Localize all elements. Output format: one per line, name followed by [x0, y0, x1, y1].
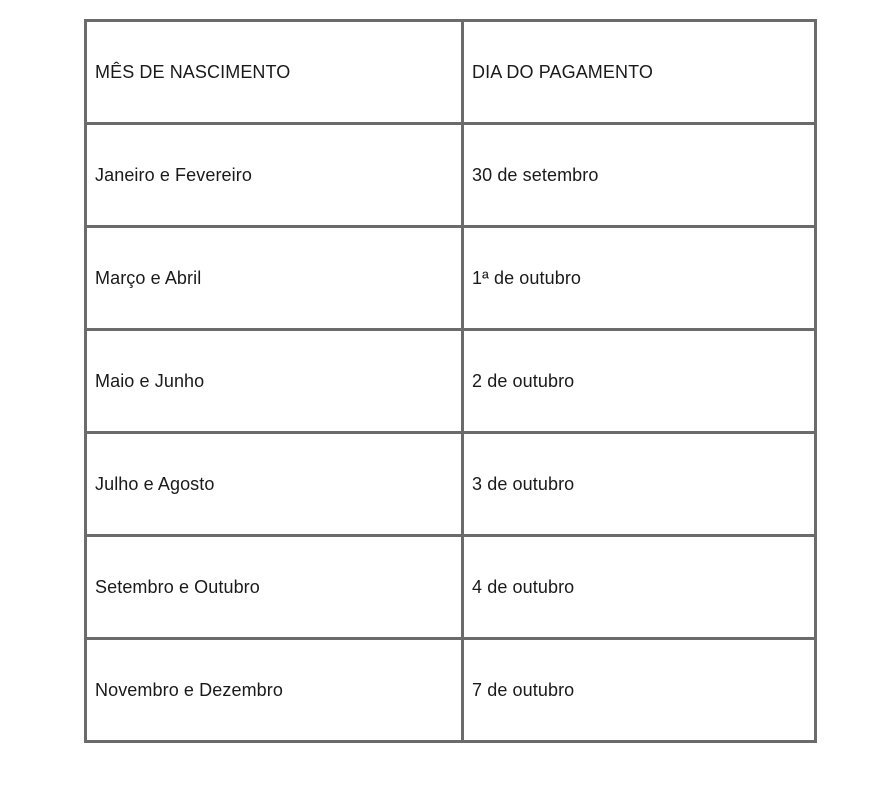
- birth-month-cell: Janeiro e Fevereiro: [86, 124, 463, 227]
- payment-day-cell: 2 de outubro: [463, 330, 816, 433]
- table-row: [86, 639, 816, 742]
- birth-month-cell: Julho e Agosto: [86, 433, 463, 536]
- table-row: [86, 124, 816, 227]
- birth-month-cell: Novembro e Dezembro: [86, 639, 463, 742]
- birth-month-cell: Março e Abril: [86, 227, 463, 330]
- table-row: [86, 227, 816, 330]
- payment-day-cell: 1ª de outubro: [463, 227, 816, 330]
- payment-day-cell: 3 de outubro: [463, 433, 816, 536]
- payment-day-cell: 4 de outubro: [463, 536, 816, 639]
- header-payment-day: DIA DO PAGAMENTO: [463, 21, 816, 124]
- table-row: [86, 536, 816, 639]
- table-header-row: [86, 21, 816, 124]
- header-birth-month: MÊS DE NASCIMENTO: [86, 21, 463, 124]
- birth-month-cell: Setembro e Outubro: [86, 536, 463, 639]
- table-row: [86, 433, 816, 536]
- birth-month-cell: Maio e Junho: [86, 330, 463, 433]
- payment-day-cell: 30 de setembro: [463, 124, 816, 227]
- payment-day-cell: 7 de outubro: [463, 639, 816, 742]
- table-row: [86, 330, 816, 433]
- payment-schedule-table: [84, 19, 817, 743]
